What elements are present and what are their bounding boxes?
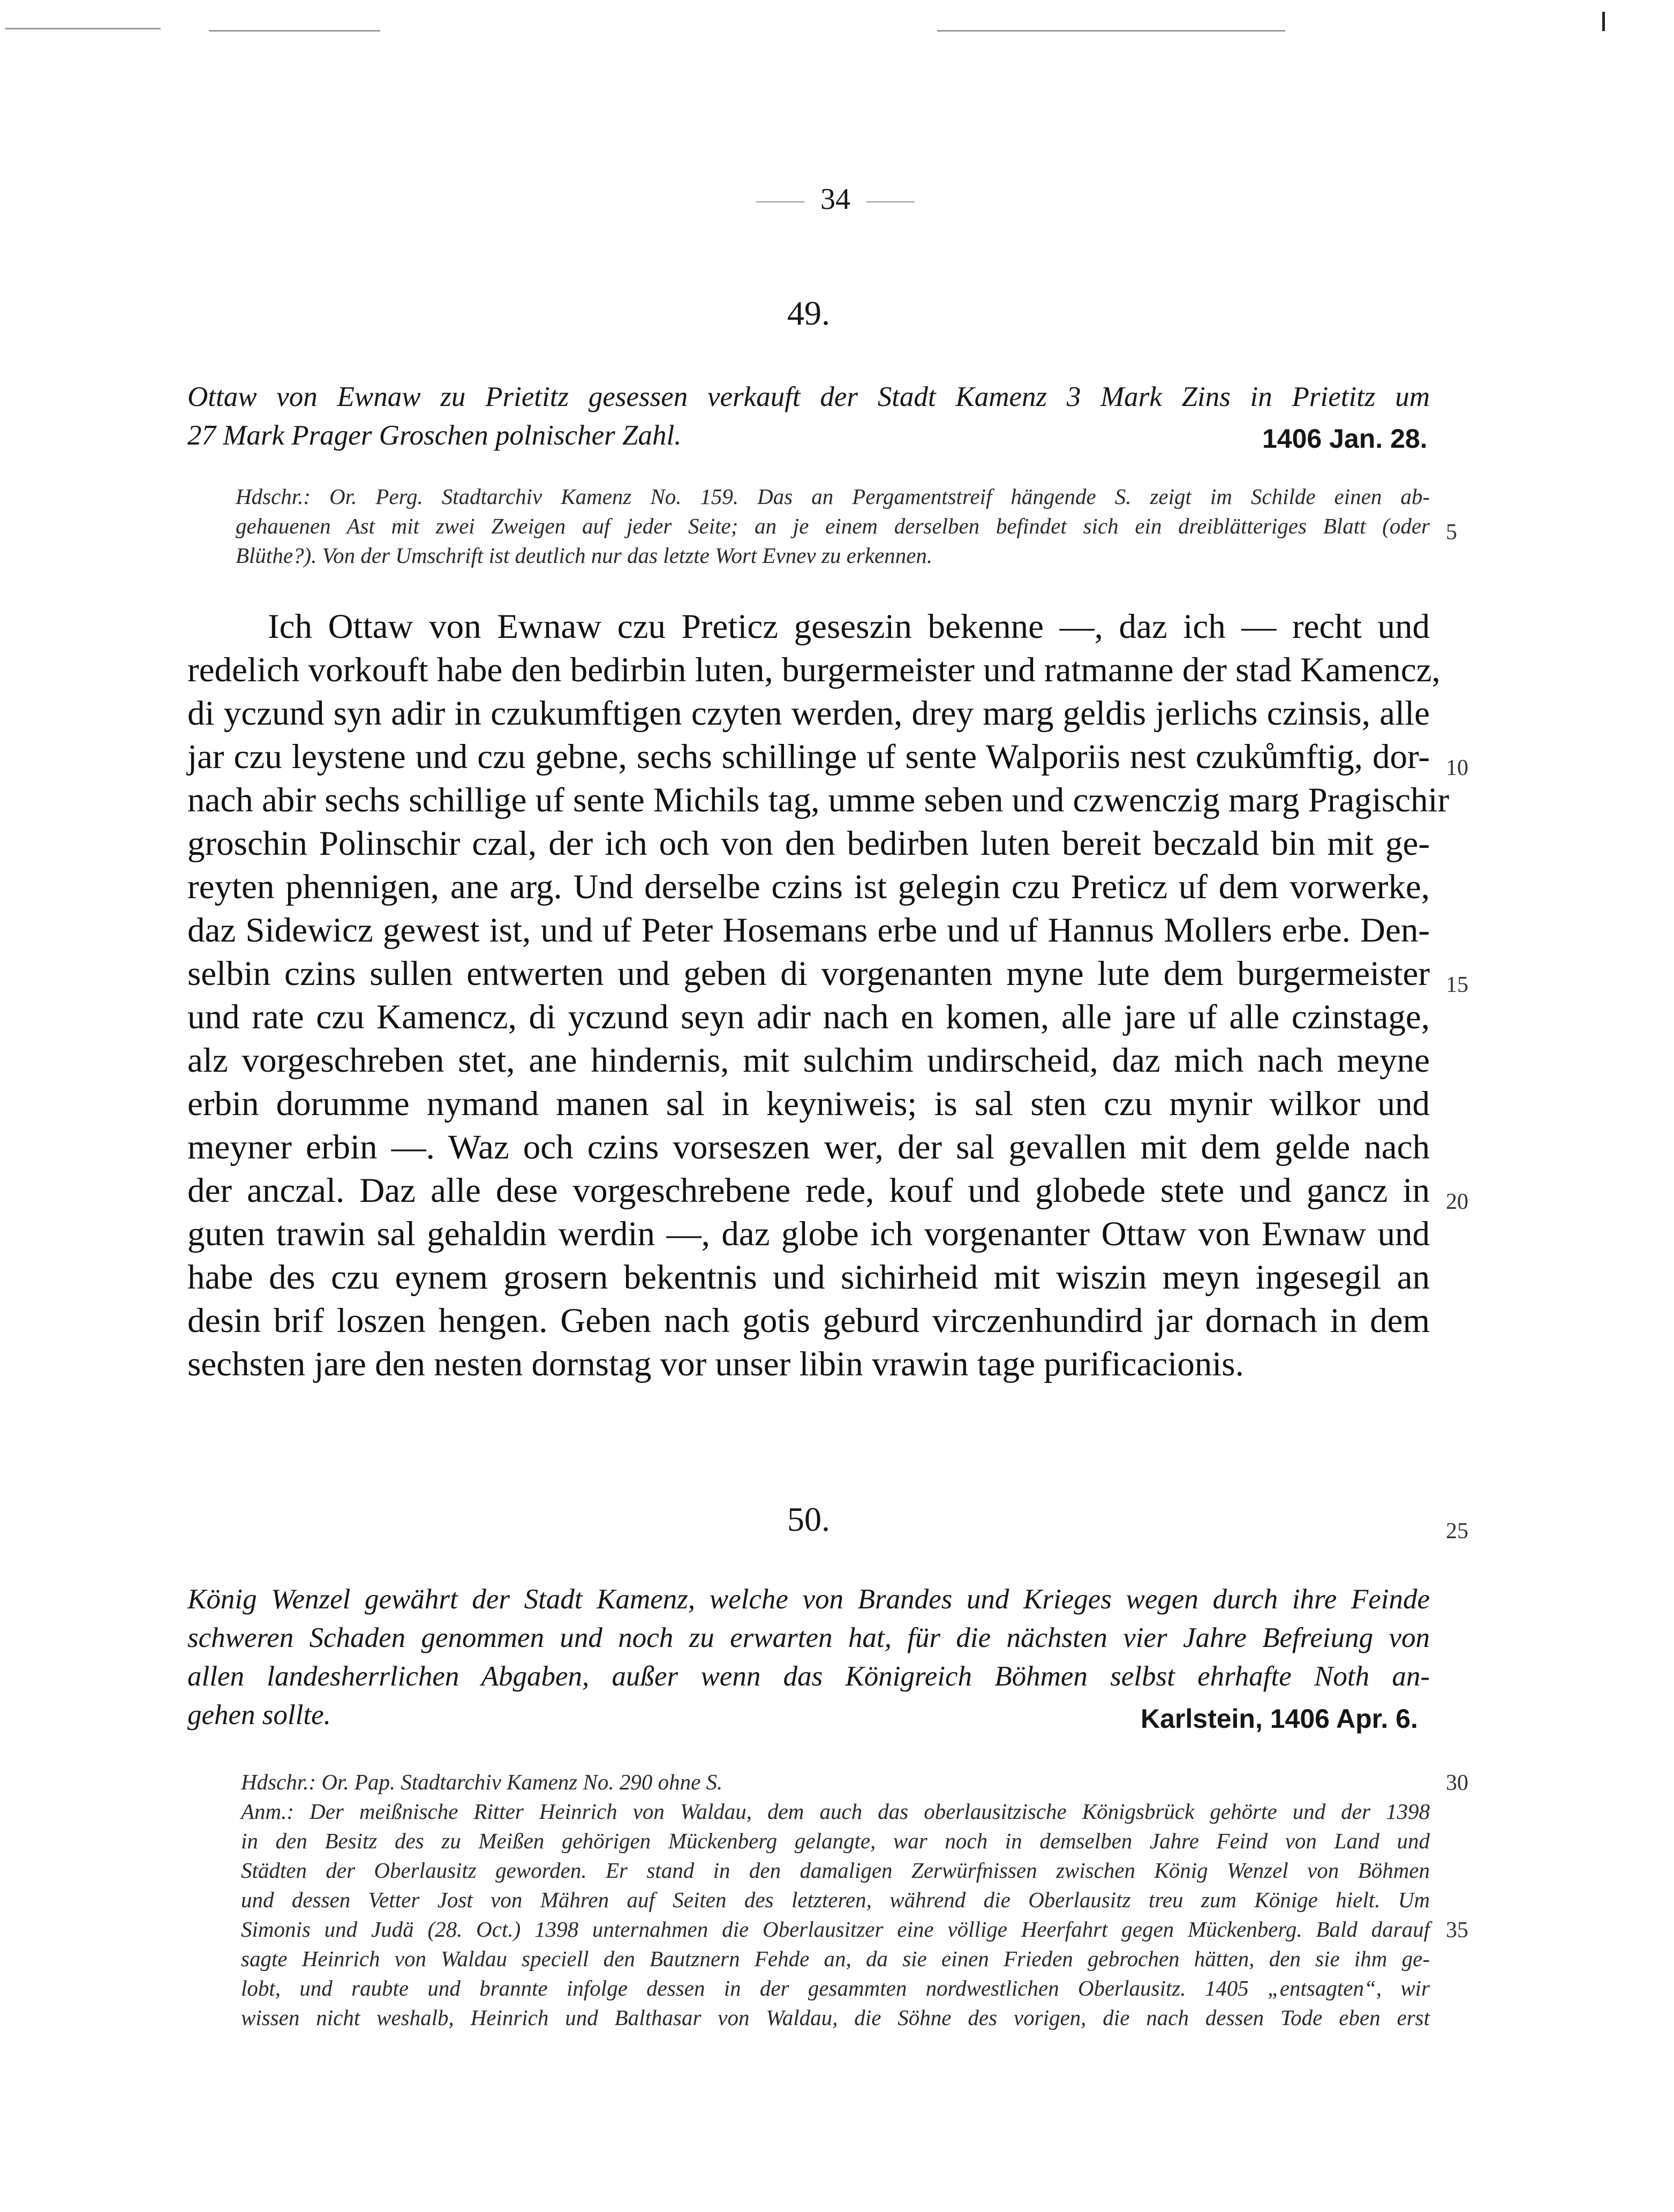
document-date: 1406 Jan. 28. — [1262, 424, 1428, 454]
note-line: in den Besitz des zu Meißen gehörigen Mückenberg gelangte, war noch in demselben Jahre Feind von Land und — [241, 1829, 1430, 1853]
manuscript-note — [241, 1767, 1430, 2033]
note-line: wissen nicht weshalb, Heinrich und Balthasar von Waldau, die Söhne des vorigen, die nach dessen Tode eben erst — [241, 2005, 1430, 2030]
margin-line-number: 25 — [1446, 1519, 1468, 1544]
scan-artifact-center-left — [209, 30, 380, 32]
text-line: und rate czu Kamencz, di yczund seyn adir nach en komen, alle jare uf alle czinstage, — [187, 998, 1430, 1036]
page-number — [728, 182, 942, 216]
margin-line-number: 30 — [1446, 1771, 1468, 1795]
margin-line-number: 5 — [1446, 520, 1457, 545]
margin-line-number: 35 — [1446, 1918, 1468, 1943]
text-line: redelich vorkouft habe den bedirbin luten, burgermeister und ratmanne der stad Kamencz, — [187, 651, 1441, 689]
regest-line: allen landesherrlichen Abgaben, außer wenn das Königreich Böhmen selbst ehrhafte Noth an- — [187, 1661, 1430, 1692]
text-line: erbin dorumme nymand manen sal in keyniweis; is sal sten czu mynir wilkor und — [187, 1085, 1430, 1123]
note-line: Hdschr.: Or. Pap. Stadtarchiv Kamenz No. 290 ohne S. — [241, 1770, 723, 1794]
text-line: di yczund syn adir in czukumftigen czyten werden, drey marg geldis jerlichs czinsis, alle — [187, 694, 1430, 733]
manuscript-note — [236, 482, 1430, 570]
note-line: Städten der Oberlausitz geworden. Er stand in den damaligen Zerwürfnissen zwischen König Wenzel von Böhmen — [241, 1858, 1430, 1883]
page-number-dash-right — [866, 201, 915, 202]
text-line: meyner erbin —. Waz och czins vorseszen wer, der sal gevallen mit dem gelde nach — [187, 1128, 1430, 1167]
text-line: habe des czu eynem grosern bekentnis und sichirheid mit wiszin meyn ingesegil an — [187, 1258, 1430, 1297]
regest-line: Ottaw von Ewnaw zu Prietitz gesessen verkauft der Stadt Kamenz 3 Mark Zins in Prietitz um — [187, 381, 1430, 412]
text-line: desin brif loszen hengen. Geben nach gotis geburd virczenhundird jar dornach in dem — [187, 1301, 1430, 1340]
document-text — [187, 605, 1450, 1386]
page-number-dash-left — [756, 201, 804, 202]
margin-line-number: 15 — [1446, 973, 1468, 997]
text-line: Ich Ottaw von Ewnaw czu Preticz geseszin bekenne —, daz ich — recht und — [268, 607, 1430, 646]
text-line: der anczal. Daz alle dese vorgeschrebene rede, kouf und globede stete und gancz in — [187, 1171, 1430, 1210]
document-number: 49. — [787, 294, 830, 332]
document-regest — [187, 378, 1430, 455]
scan-artifact-center-right — [937, 30, 1285, 32]
note-line: Blüthe?). Von der Umschrift ist deutlich nur das letzte Wort Evnev zu erkennen. — [236, 543, 933, 568]
text-line: alz vorgeschreben stet, ane hindernis, mit sulchim undirscheid, daz mich nach meyne — [187, 1041, 1430, 1080]
regest-line: gehen sollte. — [187, 1699, 331, 1731]
note-line: Simonis und Judä (28. Oct.) 1398 unternahmen die Oberlausitzer eine völlige Heerfahrt gegen Mückenberg. Bald darauf — [241, 1917, 1430, 1942]
note-line: gehauenen Ast mit zwei Zweigen auf jeder Seite; an je einem derselben befindet sich ein dreiblätteriges Blatt (oder — [236, 514, 1430, 538]
document-number: 50. — [787, 1500, 830, 1538]
page-number-text: 34 — [820, 183, 850, 216]
text-line: selbin czins sullen entwerten und geben di vorgenanten myne lute dem burgermeister — [187, 954, 1430, 993]
regest-line: König Wenzel gewährt der Stadt Kamenz, welche von Brandes und Krieges wegen durch ihre Feinde — [187, 1584, 1430, 1615]
margin-line-number: 20 — [1446, 1190, 1468, 1214]
note-line: und dessen Vetter Jost von Mähren auf Seiten des letzteren, während die Oberlausitz treu zum Könige hielt. Um — [241, 1887, 1430, 1912]
note-line: lobt, und raubte und brannte infolge dessen in der gesammten nordwestlichen Oberlausitz. 1405 „entsagten“, wir — [241, 1976, 1430, 2000]
note-line: sagte Heinrich von Waldau speciell den Bautznern Fehde an, da sie einen Frieden gebrochen hätten, den sie ihm ge- — [241, 1946, 1430, 1971]
scan-edge-mark — [1602, 12, 1605, 31]
note-line: Hdschr.: Or. Perg. Stadtarchiv Kamenz No. 159. Das an Pergamentstreif hängende S. zeigt im Schilde einen ab- — [236, 484, 1430, 509]
document-date: Karlstein, 1406 Apr. 6. — [1141, 1704, 1418, 1734]
text-line: groschin Polinschir czal, der ich och von den bedirben luten bereit beczald bin mit ge- — [187, 824, 1430, 863]
text-line: guten trawin sal gehaldin werdin —, daz globe ich vorgenanter Ottaw von Ewnaw und — [187, 1215, 1430, 1253]
note-line: Anm.: Der meißnische Ritter Heinrich von Waldau, dem auch das oberlausitzische Königsbrück gehörte und der 1398 — [241, 1799, 1430, 1824]
regest-line: 27 Mark Prager Groschen polnischer Zahl. — [187, 420, 682, 451]
regest-line: schweren Schaden genommen und noch zu erwarten hat, für die nächsten vier Jahre Befreiung von — [187, 1622, 1430, 1653]
text-line: daz Sidewicz gewest ist, und uf Peter Hosemans erbe und uf Hannus Mollers erbe. Den- — [187, 911, 1430, 950]
margin-line-number: 10 — [1446, 756, 1468, 780]
text-line: jar czu leystene und czu gebne, sechs schillinge uf sente Walporiis nest czukůmftig, dor- — [187, 738, 1430, 776]
text-line: nach abir sechs schillige uf sente Michils tag, umme seben und czwenczig marg Pragischir — [187, 781, 1450, 819]
text-line: reyten phennigen, ane arg. Und derselbe czins ist gelegin czu Preticz uf dem vorwerke, — [187, 868, 1430, 906]
text-line: sechsten jare den nesten dornstag vor unser libin vrawin tage purificacionis. — [187, 1345, 1244, 1383]
scan-artifact-left — [5, 28, 161, 29]
